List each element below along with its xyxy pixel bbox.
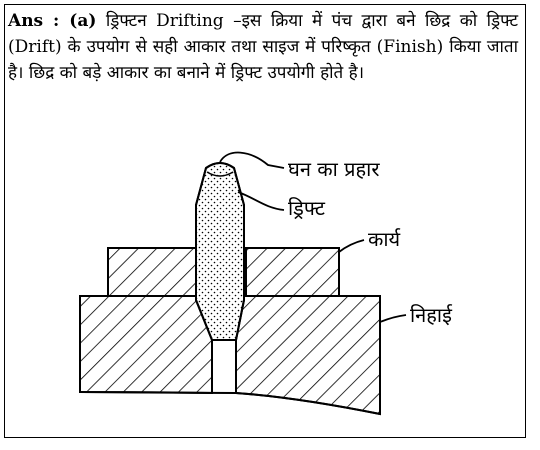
work-label: कार्य bbox=[368, 227, 401, 251]
drift-tool bbox=[196, 163, 244, 340]
anvil-label: निहाई bbox=[410, 303, 452, 327]
work-leader bbox=[339, 240, 364, 252]
anvil-leader bbox=[380, 315, 406, 322]
drift-label: ड्रिफ्ट bbox=[288, 196, 325, 220]
hammer-blow-label: घन का प्रहार bbox=[288, 157, 380, 181]
answer-text: ड्रिफ्टन Drifting –इस क्रिया में पंच द्वारा बने छिद्र को ड्रिफ्ट (Drift) के उपयोग से सही आकार तथा साइज में परिष्कृत (Finish) किया जाता है। छिद्र को बड़े आकार का बनाने में ड्रिफ्ट उपयोगी होते है। bbox=[8, 11, 519, 83]
answer-prefix: Ans : (a) bbox=[8, 11, 97, 31]
